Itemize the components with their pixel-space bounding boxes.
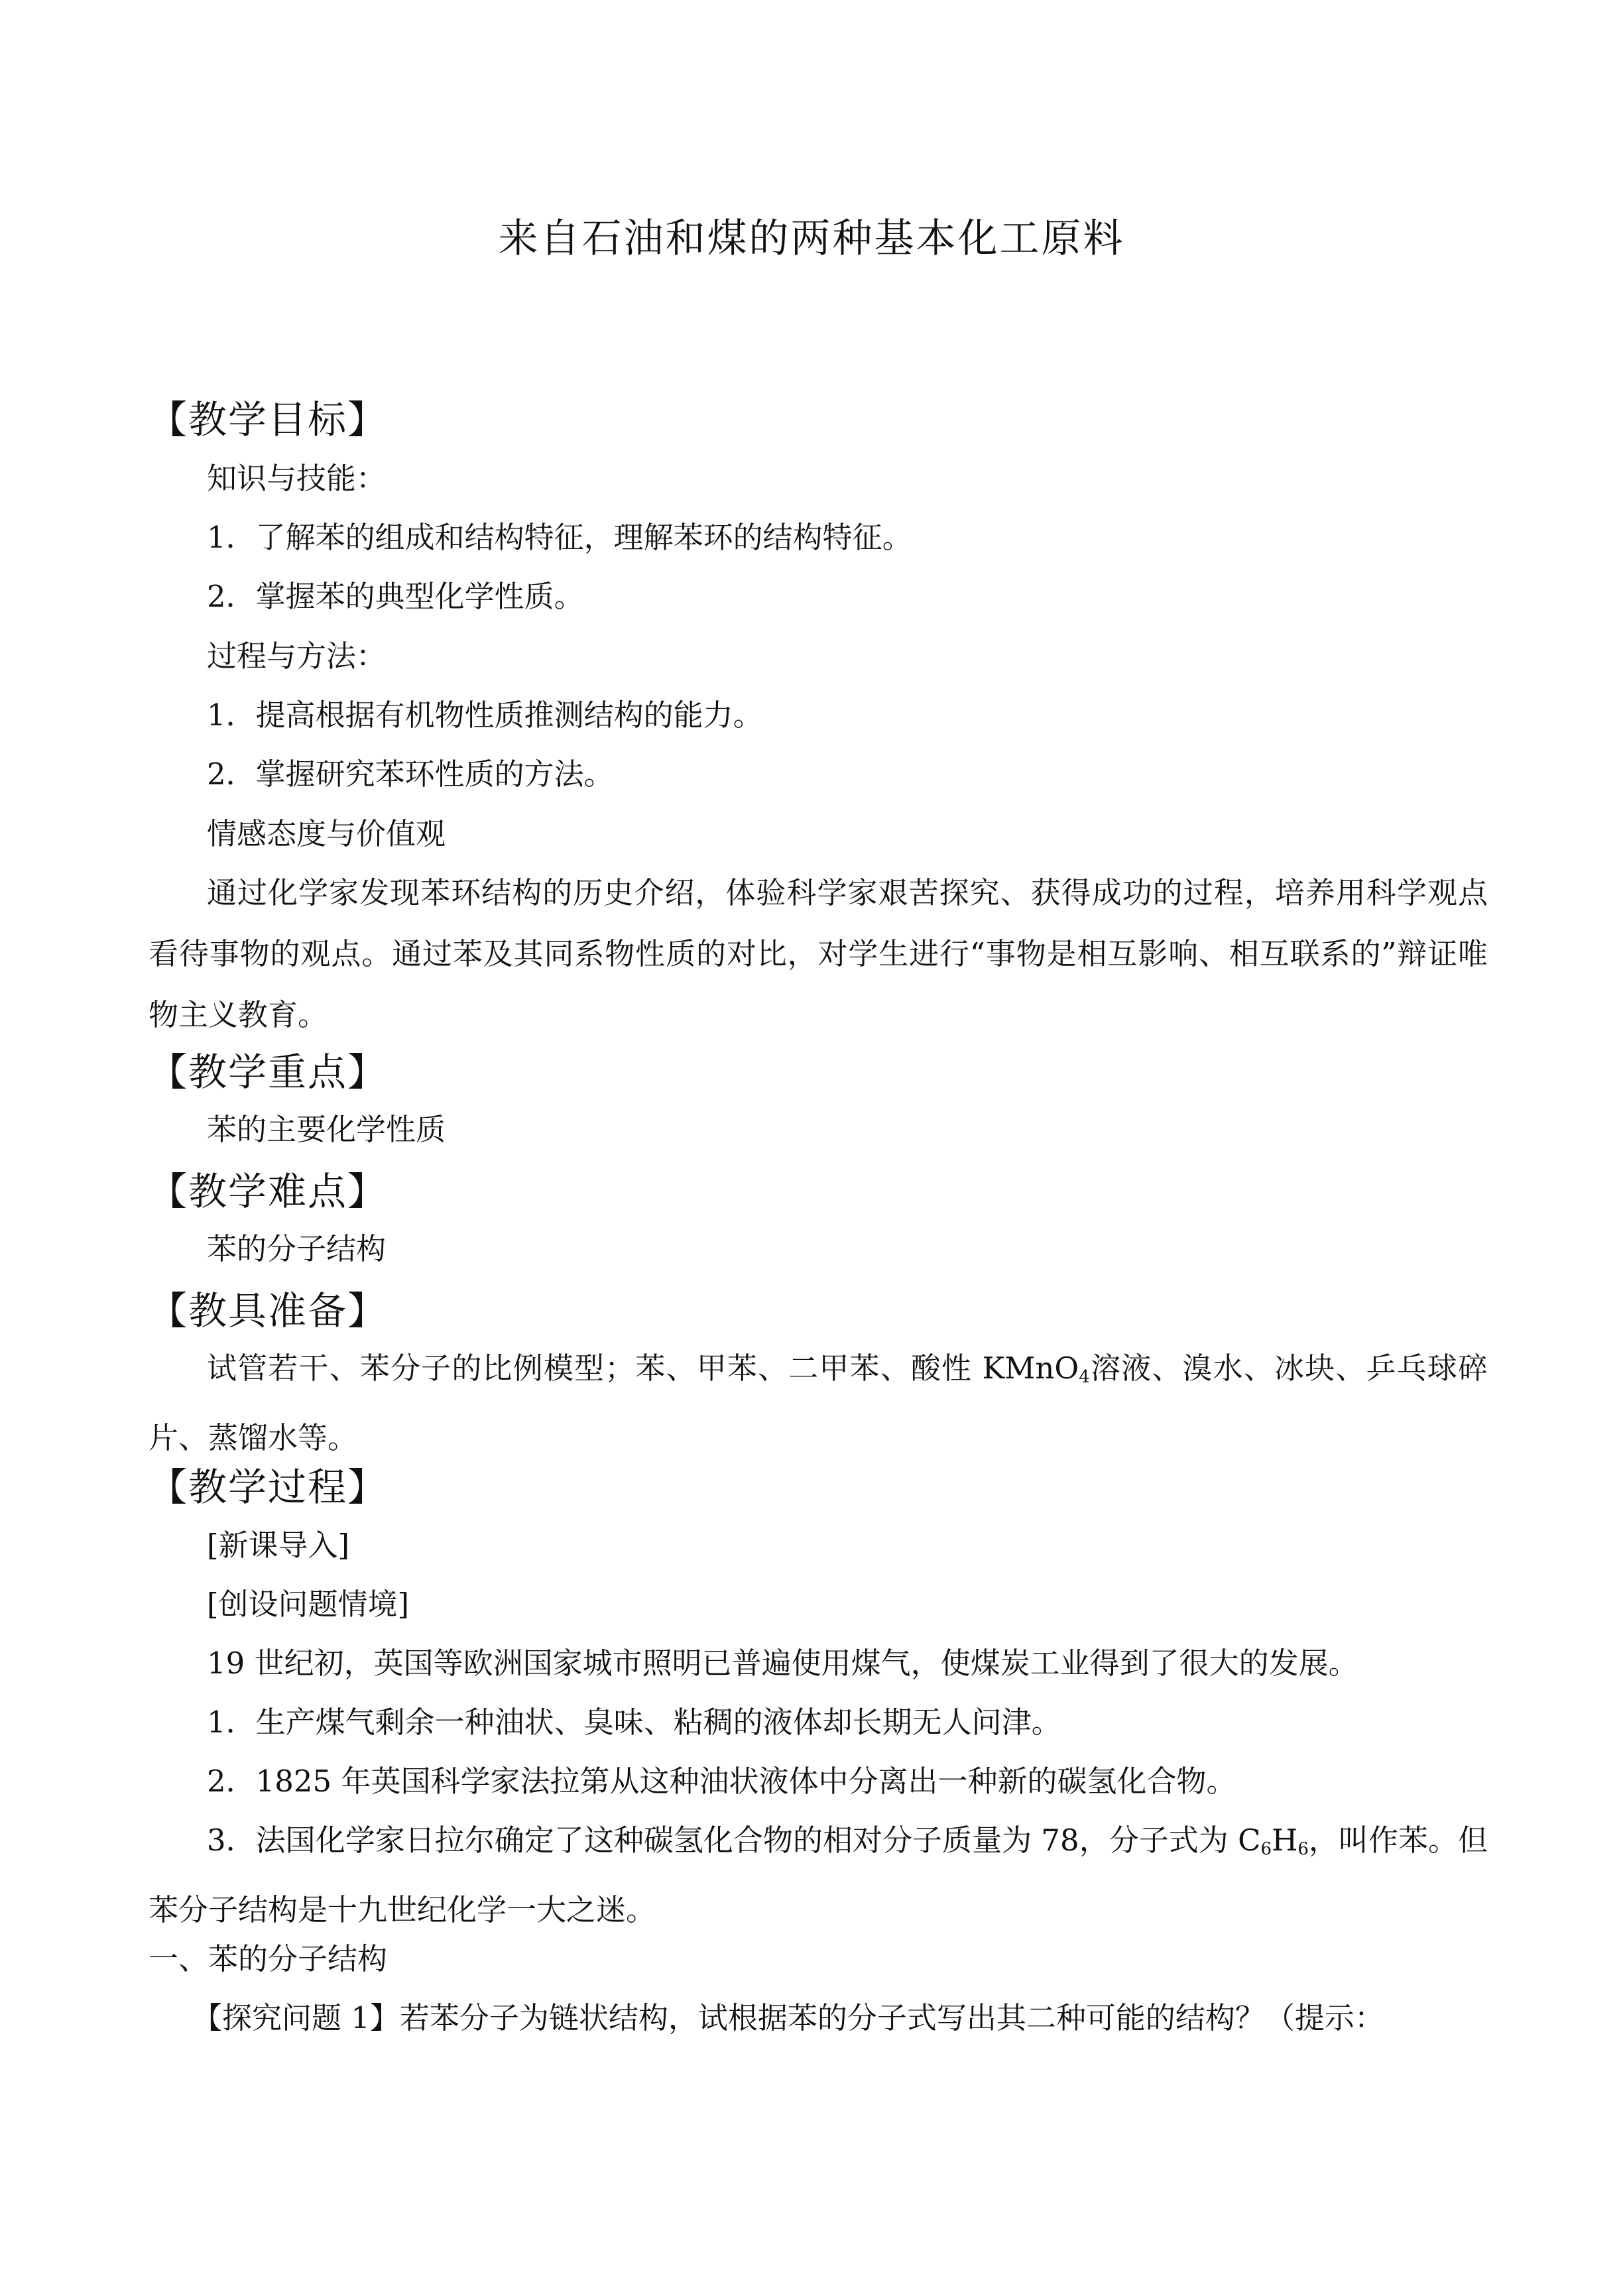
equipment-text-a: 试管若干、苯分子的比例模型；苯、甲苯、二甲苯、酸性 KMnO [207,1351,1079,1386]
point3-text-b: ，叫作苯。但苯分子结构是十九世纪化学一大之迷。 [149,1823,1488,1927]
emotion-label: 情感态度与价值观 [207,816,446,851]
history-text: 19 世纪初，英国等欧洲国家城市照明已普遍使用煤气，使煤炭工业得到了很大的发展。 [207,1646,1358,1681]
intro-label: [新课导入] [207,1528,350,1563]
key-points-text: 苯的主要化学性质 [207,1112,446,1147]
equipment-text-b: 溶液、溴水、冰块、乒乓球碎片、蒸馏水等。 [149,1351,1488,1455]
difficulties-text: 苯的分子结构 [207,1231,387,1266]
key-points-heading: 【教学重点】 [149,1050,388,1095]
knowledge-label: 知识与技能： [207,461,387,496]
history-point-2: 2．1825 年英国科学家法拉第从这种油状液体中分离出一种新的碳氢化合物。 [207,1764,1236,1799]
equipment-heading: 【教具准备】 [149,1288,388,1333]
process-label: 过程与方法： [207,638,387,674]
point3-h: H [1272,1823,1298,1858]
process-item-2: 2．掌握研究苯环性质的方法。 [207,756,614,792]
knowledge-item-1: 1．了解苯的组成和结构特征，理解苯环的结构特征。 [207,520,912,555]
point3-sub-c: 6 [1260,1839,1272,1859]
question-1: 【探究问题 1】若苯分子为链状结构，试根据苯的分子式写出其二种可能的结构？（提示： [192,2000,1384,2035]
objectives-heading: 【教学目标】 [149,397,388,442]
difficulties-heading: 【教学难点】 [149,1169,388,1214]
scenario-label: [创设问题情境] [207,1587,410,1622]
section-heading-structure: 一、苯的分子结构 [149,1941,388,1976]
page-title: 来自石油和煤的两种基本化工原料 [498,215,1125,262]
emotion-paragraph: 通过化学家发现苯环结构的历史介绍，体验科学家艰苦探究、获得成功的过程，培养用科学观点看待事物的观点。通过苯及其同系物性质的对比，对学生进行“事物是相互影响、相互联系的”辩证唯物主义教育。 [149,875,1488,1032]
equipment-subscript: 4 [1079,1367,1090,1387]
process-heading: 【教学过程】 [149,1465,388,1510]
point3-text-a: 3．法国化学家日拉尔确定了这种碳氢化合物的相对分子质量为 78，分子式为 C [207,1823,1261,1858]
history-point-1: 1．生产煤气剩余一种油状、臭味、粘稠的液体却长期无人问津。 [207,1705,1061,1740]
knowledge-item-2: 2．掌握苯的典型化学性质。 [207,579,584,614]
point3-sub-h: 6 [1297,1839,1309,1859]
history-point-3 [149,1810,1488,1941]
equipment-paragraph [149,1338,1488,1469]
process-item-1: 1．提高根据有机物性质推测结构的能力。 [207,697,763,733]
